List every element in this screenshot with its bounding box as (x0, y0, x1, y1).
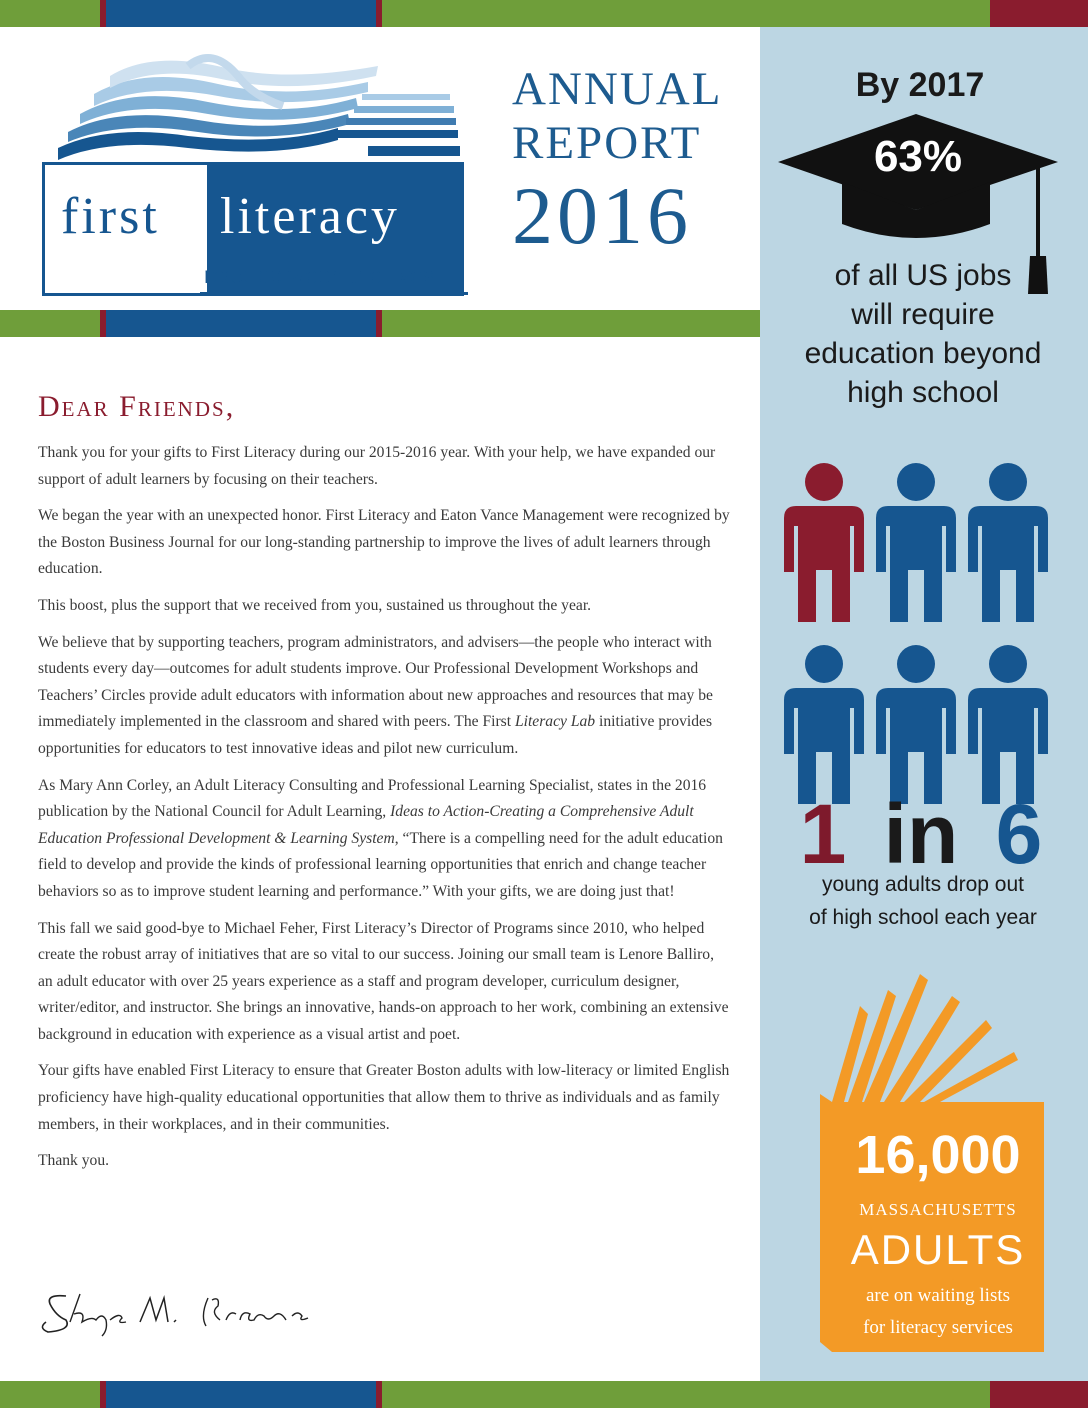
stat-adults-label: ADULTS (850, 1226, 1026, 1273)
person-icon (968, 645, 1048, 804)
logo-word-literacy: literacy (220, 188, 400, 245)
publication-title: Ideas to Action-Creating a Comprehensive Adult Education Professional Development & Learning System (38, 803, 694, 847)
header-divider-stripe (0, 310, 760, 337)
person-icon (968, 463, 1048, 622)
title-annual: ANNUAL (512, 63, 723, 115)
letter-paragraph: We began the year with an unexpected honor. First Literacy and Eaton Vance Management were recognized by the Boston Business Journal for our long-standing partnership to improve the lives of adult learners through education. (38, 507, 730, 578)
person-icon (876, 645, 956, 804)
letter-text: As Mary Ann Corley, an Adult Literacy Consulting and Professional Learning Specialist, states in the 2016 publication by the National Council for Adult Learning, (38, 776, 707, 821)
ratio-in: in (883, 787, 959, 881)
top-color-stripe (0, 0, 1088, 27)
signature (36, 1286, 316, 1342)
bottom-color-stripe (0, 1381, 1088, 1408)
stat-waiting-text (832, 1280, 1044, 1344)
tagline-underline (200, 292, 468, 295)
title-report: REPORT (512, 117, 702, 169)
literacy-lab-title: Literacy Lab (514, 713, 596, 731)
stat-year-heading: By 2017 (855, 66, 985, 104)
open-book-icon (800, 966, 1030, 1116)
letter-paragraph: This boost, plus the support that we received from you, sustained us throughout the year. (38, 596, 592, 614)
letter-text: , “There is a compelling need for the adult education field to develop and provide the kinds of professional learning opportunities that enrich and change teacher behaviors so as to improve student learning and performance.” With your gifts, we are doing just that! (38, 829, 723, 900)
logo-word-first: first (61, 188, 160, 245)
ratio-one: 1 (799, 787, 847, 881)
logo-tagline: read between the lives (204, 262, 435, 288)
letter-text: initiative provides opportunities for educators to test innovative ideas and pilot new curriculum. (38, 713, 713, 757)
person-icon (784, 645, 864, 804)
letter-text: We believe that by supporting teachers, program administrators, and advisers—the people who interact with students every day—outcomes for adult students improve. Our Professional Development Workshops and Teachers’ Circles provide adult educators with information about new approaches and resources that may be immediately implemented in the classroom and shared with peers. The First (38, 633, 713, 731)
stat-text-line: will require (851, 298, 995, 331)
stat-text-line: are on waiting lists (865, 1285, 1011, 1306)
letter-paragraph: This fall we said good-bye to Michael Feher, First Literacy’s Director of Programs since 2010, who helped create the robust array of initiatives that are so vital to our success. Joining our small team is Lenore Balliro, an adult educator with over 25 years experience as a staff and program developer, curriculum designer, writer/editor, and instructor. She brings an innovative, hands-on approach to her work, combining an extensive background in education with experience as a visual artist and poet. (38, 919, 729, 1043)
people-figures (780, 462, 1070, 802)
letter-paragraph: Thank you for your gifts to First Literacy during our 2015-2016 year. With your help, we have expanded our support of adult learners by focusing on their teachers. (38, 444, 716, 488)
stat-ratio (796, 787, 1046, 881)
first-literacy-logo (38, 36, 478, 298)
ratio-six: 6 (995, 787, 1043, 881)
stat-text-line: young adults drop out (822, 873, 1024, 896)
letter-paragraph (38, 630, 730, 763)
stat-jobs-text (778, 256, 1068, 412)
title-year: 2016 (512, 170, 692, 261)
letter-paragraph (38, 773, 730, 906)
report-title (512, 62, 732, 264)
stat-text-line: of all US jobs (834, 259, 1012, 292)
letter-body (38, 440, 730, 1185)
letter-paragraph: Your gifts have enabled First Literacy to ensure that Greater Boston adults with low-literacy or limited English proficiency have high-quality educational opportunities that allow them to thrive as individuals and as family members, in their workplaces, and in their communities. (38, 1062, 730, 1133)
letter-closing: Thank you. (38, 1152, 110, 1170)
stat-mass-label: MASSACHUSETTS (859, 1200, 1017, 1219)
open-book-icon (38, 36, 478, 166)
person-icon (876, 463, 956, 622)
stat-dropout-text (778, 868, 1068, 934)
person-icon (784, 463, 864, 622)
letter-greeting: Dear Friends, (38, 390, 236, 423)
stat-text-line: high school (847, 376, 999, 409)
stat-percent: 63% (873, 132, 963, 181)
stat-text-line: for literacy services (863, 1317, 1013, 1338)
stat-text-line: of high school each year (809, 906, 1037, 929)
stat-16000: 16,000 (855, 1125, 1021, 1185)
stat-text-line: education beyond (804, 337, 1042, 370)
